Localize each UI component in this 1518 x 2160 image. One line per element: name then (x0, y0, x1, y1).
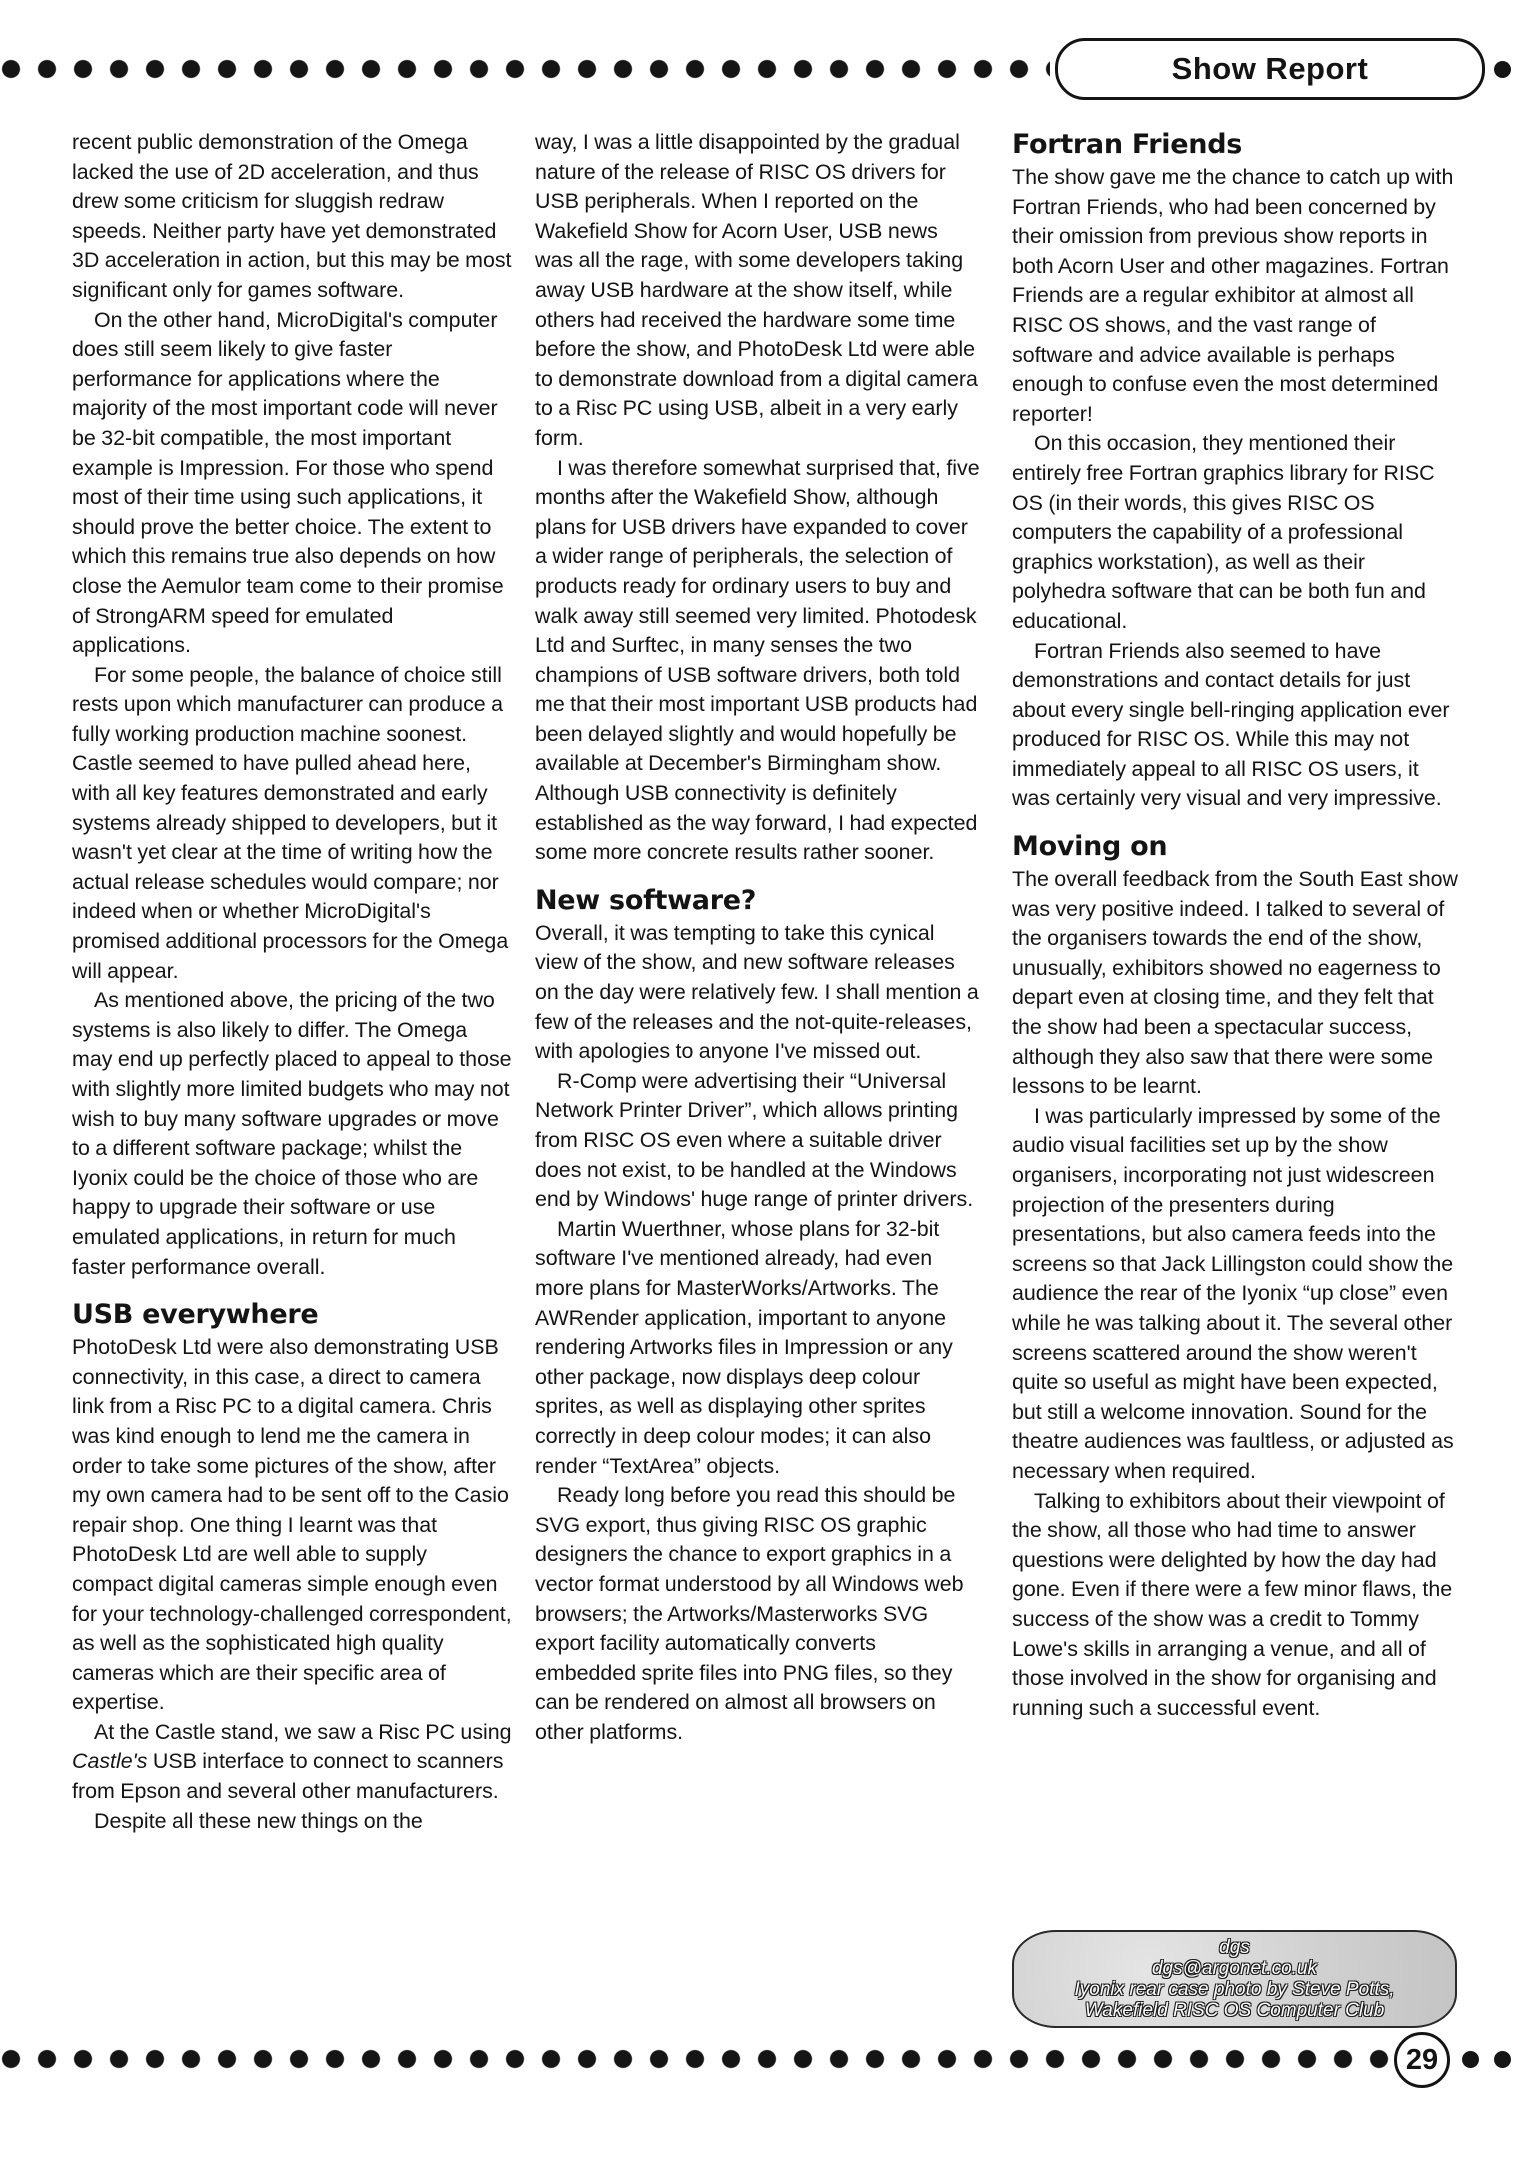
paragraph: Fortran Friends also seemed to have demonstrations and contact details for just about every single bell-ringing application ever produced for RISC OS. While this may not immediately appeal to all RISC OS users, it was certainly very visual and very impressive. (1012, 638, 1450, 811)
paragraph: Ready long before you read this should be SVG export, thus giving RISC OS graphic designers the chance to export graphics in a vector format understood by all Windows web browsers; the Artworks/Masterworks SVG export facility automatically converts embedded sprite files into PNG files, so they can be rendered on almost all browsers on other platforms. (535, 1483, 964, 1744)
paragraph: Despite all these new things on the (94, 1808, 423, 1833)
paragraph: I was therefore somewhat surprised that, five months after the Wakefield Show, although plans for USB drivers have expanded to cover a wider range of peripherals, the selection of products ready for ordinary users to buy and walk away still seemed very limited. Photodesk Ltd and Surftec, in many senses the two champions of USB software drivers, both told me that their most important USB products had been delayed slightly and would hopefully be available at December's Birmingham show. Although USB connectivity is definitely established as the way forward, I had expected some more concrete results rather sooner. (535, 455, 980, 865)
photo-credit: Iyonix rear case photo by Steve Potts, (1074, 1979, 1395, 2000)
paragraph: Overall, it was tempting to take this cynical view of the show, and new software releases on the day were relatively few. I shall mention a few of the releases and the not-quite-releases, with apologies to anyone I've missed out. (535, 920, 979, 1064)
paragraph: R-Comp were advertising their “Universal Network Printer Driver”, which allows printing from RISC OS even where a suitable driver does not exist, to be handled at the Windows end by Windows' huge range of printer drivers. (535, 1068, 974, 1212)
paragraph: I was particularly impressed by some of the audio visual facilities set up by the show organisers, incorporating not just widescreen projection of the presenters during presentations, but also camera feeds into the screens so that Jack Lillingston could show the audience the rear of the Iyonix “up close” even while he was talking about it. The several other screens scattered around the show weren't quite so useful as might have been expected, but still a welcome innovation. Sound for the theatre audiences was faultless, or adjusted as necessary when required. (1012, 1103, 1454, 1483)
section-heading-new-software: New software? (535, 884, 757, 916)
article-column-1 (72, 128, 512, 1836)
paragraph: For some people, the balance of choice still rests upon which manufacturer can produce a fully working production machine soonest. Castle seemed to have pulled ahead here, with all key features demonstrated and early systems already shipped to developers, but it wasn't yet clear at the time of writing how the actual release schedules would compare; nor indeed when or whether MicroDigital's promised additional processors for the Omega will appear. (72, 662, 509, 983)
paragraph: The show gave me the chance to catch up with Fortran Friends, who had been concerned by their omission from previous show reports in both Acorn User and other magazines. Fortran Friends are a regular exhibitor at almost all RISC OS shows, and the vast range of software and advice available is perhaps enough to confuse even the most determined reporter! (1012, 165, 1454, 426)
paragraph: As mentioned above, the pricing of the two systems is also likely to differ. The Omega may end up perfectly placed to appeal to those with slightly more limited budgets who may not wish to buy many software upgrades or move to a different software package; whilst the Iyonix could be the choice of those who are happy to upgrade their software or use emulated applications, in return for much faster performance overall. (72, 988, 512, 1279)
section-heading-fortran-friends: Fortran Friends (1012, 129, 1242, 160)
paragraph: PhotoDesk Ltd were also demonstrating USB connectivity, in this case, a direct to camera link from a Risc PC to a digital camera. Chris was kind enough to lend me the camera in order to take some pictures of the show, after my own camera had to be sent off to the Casio repair shop. One thing I learnt was that PhotoDesk Ltd are well able to supply compact digital cameras simple enough even for your technology-challenged correspondent, as well as the sophisticated high quality cameras which are their specific area of expertise. (72, 1335, 512, 1715)
paragraph (72, 1718, 512, 1807)
paragraph: The overall feedback from the South East show was very positive indeed. I talked to several of the organisers towards the end of the show, unusually, exhibitors showed no eagerness to depart even at closing time, and they felt that the show had been a spectacular success, although they also saw that there were some lessons to be learnt. (1012, 867, 1458, 1099)
footer-end-dot (1494, 2051, 1511, 2068)
paragraph-text: At the Castle stand, we saw a Risc PC using (94, 1719, 512, 1744)
article-column-3 (1012, 128, 1462, 1723)
paragraph: On this occasion, they mentioned their entirely free Fortran graphics library for RISC OS (in their words, this gives RISC OS computers the capability of a professional graphics workstation), as well as their polyhedra software that can be both fun and educational. (1012, 431, 1435, 633)
author-email: dgs@argonet.co.uk (1151, 1958, 1318, 1979)
emphasis-text: Castle's (72, 1749, 148, 1774)
section-header-tab (1055, 38, 1485, 100)
club-credit: Wakefield RISC OS Computer Club (1084, 2000, 1385, 2021)
page-number: 29 (1394, 2032, 1450, 2088)
article-column-2 (535, 128, 980, 1747)
section-heading-usb-everywhere: USB everywhere (72, 1299, 319, 1331)
section-title: Show Report (1171, 51, 1369, 86)
footer-dot-border (0, 2048, 1390, 2070)
paragraph: Martin Wuerthner, whose plans for 32-bit software I've mentioned already, had even more plans for MasterWorks/Artworks. The AWRender application, important to anyone rendering Artworks files in Impression or any other package, now displays deep colour sprites, as well as displaying other sprites correctly in deep colour modes; it can also render “TextArea” objects. (535, 1216, 953, 1478)
author-credit-box (1012, 1930, 1457, 2028)
header-end-dot (1494, 61, 1511, 78)
paragraph-text: USB interface to connect to scanners from Epson and several other manufacturers. (72, 1749, 504, 1804)
paragraph: way, I was a little disappointed by the gradual nature of the release of RISC OS drivers for USB peripherals. When I reported on the Wakefield Show for Acorn User, USB news was all the rage, with some developers taking away USB hardware at the show itself, while others had received the hardware some time before the show, and PhotoDesk Ltd were able to demonstrate download from a digital camera to a Risc PC using USB, albeit in a very early form. (535, 130, 978, 450)
paragraph: Talking to exhibitors about their viewpoint of the show, all those who had time to answer questions were delighted by how the day had gone. Even if there were a few minor flaws, the success of the show was a credit to Tommy Lowe's skills in arranging a venue, and all of those involved in the show for organising and running such a successful event. (1012, 1488, 1453, 1720)
footer-end-dot (1462, 2051, 1479, 2068)
section-heading-moving-on: Moving on (1012, 831, 1168, 863)
author-signature: dgs (1219, 1937, 1250, 1958)
paragraph: recent public demonstration of the Omega lacked the use of 2D acceleration, and thus drew some criticism for sluggish redraw speeds. Neither party have yet demonstrated 3D acceleration in action, but this may be most significant only for games software. (72, 130, 512, 302)
header-dot-border (0, 58, 1050, 80)
paragraph: On the other hand, MicroDigital's computer does still seem likely to give faster performance for applications where the majority of the most important code will never be 32-bit compatible, the most important example is Impression. For those who spend most of their time using such applications, it should prove the better choice. The extent to which this remains true also depends on how close the Aemulor team come to their promise of StrongARM speed for emulated applications. (72, 307, 504, 658)
